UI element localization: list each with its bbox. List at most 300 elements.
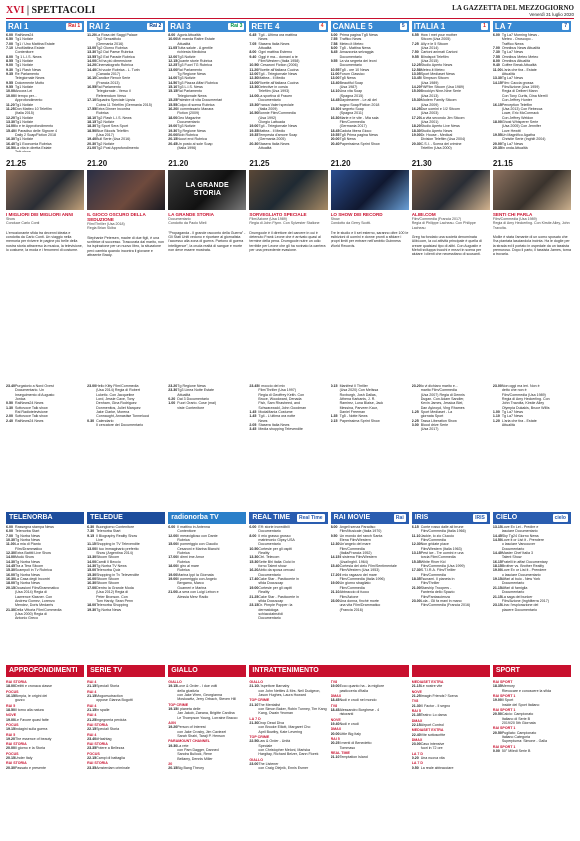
listing-time: 8.00 [492, 59, 500, 64]
channel-name: RAI 1 [8, 22, 29, 31]
listing-title: (Usa 2017) [96, 132, 114, 137]
listing-title: Hello Kitty Film/Commedia [96, 384, 139, 388]
channel-logo-icon: Real Time [299, 515, 323, 521]
channel-name: CANALE 5 [332, 22, 373, 31]
listing-title: Tg3 L.I.S. News [177, 85, 203, 90]
listing-title: Chi ha più dimensione [96, 59, 132, 64]
listing-time: 17.30 [411, 568, 421, 573]
listing-title: Alessandro Borghese - 4 [339, 707, 380, 712]
listing-title: Meteo.it Meteo [339, 41, 364, 46]
listing-time: 18.45 [330, 698, 340, 703]
listing-item [87, 608, 165, 612]
listing-title: Mattea - Il Medio [258, 76, 286, 81]
listing-time: 11.20 [6, 102, 15, 107]
listing-time: 18.35 [492, 684, 502, 689]
listing-item [6, 746, 84, 750]
section-channel: TOP CRIME [249, 698, 270, 703]
listing-time: 19.00 [411, 132, 421, 137]
listing-title: Fifi/Film Sitcom (Usa 1989) [420, 85, 465, 90]
listing-title: Tg3 Piazza Affari Rubrica [177, 80, 218, 85]
channel-column [412, 21, 490, 152]
listing-title: Studio Aperto News [420, 128, 453, 133]
listing-title: Lowe, Eric McCormack [501, 111, 539, 116]
listing-title: Il pomeriggio con Angelo [177, 577, 217, 582]
listing-time: 1.35 [330, 414, 338, 419]
listing-time: 16.25 [411, 106, 421, 111]
listing-time: 12.30 [249, 76, 259, 81]
listing-time: 10.50 [249, 546, 259, 551]
listing-title: Tg5 - Notte News [339, 414, 368, 419]
listing-title: Il mio ragazzo del mare [339, 572, 377, 577]
listing-title: In onda Attualità [501, 145, 528, 150]
listing-item [249, 766, 327, 770]
local-channel-column [249, 512, 327, 662]
listing-title: Colpo di scena Rubrica [177, 102, 215, 107]
section-channel: PARAMOUNT CHANNEL [168, 739, 210, 744]
listing-time: 9.55 [411, 54, 419, 59]
program-credits: Condotto da Gerry Scotti. [330, 221, 372, 226]
listing-time: 21.10 [249, 684, 259, 689]
listing-time: 19.00 [249, 585, 259, 590]
listing-item [493, 703, 571, 707]
listing-item [87, 718, 165, 722]
section-channel: FOCUS [6, 722, 19, 727]
listing-item [168, 716, 246, 720]
listing-title: Io vi dichiaro marito e... [420, 384, 458, 388]
listing-title: (Usa 1989) [420, 80, 439, 85]
listing-title: Dr. Pimple Popper: la [258, 603, 293, 608]
daytime-grid [6, 21, 574, 152]
listing-title: Love & Order - I due volti [177, 684, 218, 689]
listing-title: Regia di Delbert Mann [501, 89, 538, 94]
listing-time: 21.25 [87, 717, 97, 722]
listing-item [249, 730, 327, 734]
listing-time: 23.00 [330, 598, 340, 603]
program-genre: Film/Commedia (Usa 1989) [492, 217, 537, 221]
listing-title: Speciale [258, 743, 273, 748]
channel-header [249, 21, 327, 32]
channel-header [331, 21, 409, 32]
listing-time: 6.00 [6, 525, 13, 529]
listing-item [412, 756, 490, 760]
listing-item [87, 423, 165, 427]
listing-time: 18.15 [87, 119, 97, 124]
listing-title: Ghost Whisperer Serie [501, 119, 539, 124]
listing-time: 19.35 [249, 128, 259, 133]
listing-title: Potere a Bellezza [96, 746, 125, 751]
listing-time: 19.30 [168, 128, 178, 133]
listing-item [6, 150, 84, 152]
listing-title: Love Ex Lei - Predire e [501, 525, 539, 529]
evening-column [412, 156, 490, 381]
listing-time: 13.00 [168, 67, 178, 72]
listing-time: 9.55 [330, 59, 338, 64]
evening-column [6, 156, 84, 381]
listing-title: Jackie, lo zio Ciuccio [420, 533, 455, 538]
listing-title: lasciare Documentario [501, 529, 538, 534]
listing-title: Documentario [258, 572, 281, 577]
listing-title: Rai Parlamento [177, 89, 203, 94]
listing-title: Film/Commedia [420, 538, 446, 543]
listing-time: 20.25 [330, 741, 340, 746]
listing-time: 19.55 [492, 132, 502, 137]
listing-time: 0.50 [411, 765, 419, 770]
photo-caption: LA GRANDE STORIA [185, 182, 229, 197]
listing-title: Re Parlamento [15, 72, 39, 77]
listing-time: 21.15 [87, 684, 97, 689]
listing-title: Fratelli in affari Documentary [501, 559, 548, 564]
listing-time: 6.15 [411, 525, 419, 529]
listing-title: Pugilato: Campionato [501, 730, 537, 735]
listing-title: Roxburgh, Josh Dallas, [339, 392, 377, 397]
listing-title: Una donna, finché morte [339, 598, 379, 603]
channel-logo-icon: cielo [554, 515, 566, 521]
listing-title: Stasera Italia News [258, 41, 290, 46]
listing-title: In spalle [96, 707, 110, 712]
evening-highlight [249, 159, 327, 252]
listing-item [493, 689, 571, 693]
listing-title: Chi vuole Rubrica - L. Turin [96, 67, 140, 72]
listing-title: I menti di Benedetto [339, 741, 372, 746]
listing-time: 9.00 [6, 63, 13, 68]
listing-item [168, 406, 246, 410]
listing-time: 7.00 [6, 533, 13, 538]
listing-time: 13.40 [330, 80, 340, 85]
listing-title: Fuori Orario. Cose (mai) [177, 401, 217, 406]
listing-title: sogno Soap/Fiction 2018 [339, 102, 380, 107]
listing-title: Sport Mediaset News [420, 72, 455, 77]
listing-time: 16.50 [249, 111, 259, 116]
listing-title: Quante storie Rubrica [177, 59, 213, 64]
themed-section-listings [331, 677, 409, 760]
listing-title: (Usa 2000) Regia di [15, 611, 47, 616]
listing-title: Tg2 Eat Parade Rubrica [96, 54, 135, 59]
section-channel: TOP CRIME [168, 702, 189, 707]
listing-time: 13.15 [411, 551, 421, 556]
listing-title: Tg Norba News [15, 538, 40, 543]
listing-item [331, 722, 409, 726]
listing-title: Tg1 Notizie [15, 119, 34, 124]
listing-time: 20.15 [6, 756, 15, 761]
listing-title: Caduta libera Gioco [339, 128, 372, 133]
listing-time: 16.55 [87, 85, 97, 90]
listing-title: Tg1 Notizie [15, 102, 34, 107]
listing-title: della giustizia [177, 688, 199, 693]
listing-time: 13.30 [249, 555, 259, 560]
listing-title: (Usa 2009) [420, 102, 439, 107]
evening-column [331, 156, 409, 381]
listing-title: (Usa 2013) Con Rebecca [501, 106, 543, 111]
listing-title: Un'angelo del mare [339, 542, 371, 547]
listing-title: Tg La7 News [501, 50, 524, 55]
section-channel: RAI 5 [330, 736, 340, 741]
section-channel: TV8 [330, 680, 338, 684]
listing-time: 19.20 [6, 736, 15, 741]
listing-title: Bull Serie (Usa 2016) [96, 137, 131, 142]
listing-item [412, 723, 490, 727]
listing-title: con Christopher Meloni, Mariska [258, 747, 310, 752]
listing-time: 15.40 [330, 564, 340, 569]
listing-time: 16.00 [87, 577, 97, 582]
listing-item [331, 608, 409, 612]
listing-title: Moskowitz, Jerry Orbach, Steven Hill [177, 697, 236, 702]
listing-time: 21.25 [411, 693, 421, 698]
listing-title: forno Talent show [258, 564, 287, 569]
listing-time: 14.50 [492, 538, 502, 543]
channel-logo-icon: 5 [401, 23, 405, 29]
themed-section-header: APPROFONDIMENTI [6, 665, 84, 677]
listing-title: La rete [177, 743, 189, 748]
local-channels-grid [6, 512, 574, 662]
listing-title: Documentario [501, 546, 525, 551]
program-title: ALIBI.COM [411, 212, 436, 217]
listing-time: 19.00 [492, 698, 502, 703]
themed-section-header: INTRATTENIMENTO [249, 665, 408, 677]
listing-title: dermatologa [258, 607, 279, 612]
listing-title: Film/Commedia (Francia 2016) [420, 603, 471, 608]
program-genre: Film/Thriller (Usa 2018) [87, 222, 125, 226]
listing-title: Hargitay, Richard Belzer, Dann Florek [258, 752, 319, 757]
listing-title: RaiNews24 [15, 33, 34, 37]
listing-time: 19.35 [249, 132, 259, 137]
listing-title: Blood drive Serie [420, 423, 449, 428]
listing-title: Ramirez, Luna Blaise, Jack [339, 401, 384, 406]
listing-title: sfida Docusoap [258, 581, 284, 586]
listing-title: sfida Docusoap [258, 598, 284, 603]
listing-title: Il meraviglioso con Dante [177, 533, 218, 538]
local-channel-listings [493, 524, 571, 612]
evening-time: 21.30 [411, 159, 432, 168]
listing-time: 6.00 [249, 525, 257, 529]
listing-time: 13.45 [411, 76, 421, 81]
listing-title: Nudi e crudi nel mondo [339, 698, 377, 703]
listing-title: Dan Aykroyd, Ving Rhames [420, 405, 465, 410]
listing-title: Ricette all'italiana Cucina [258, 67, 299, 72]
channel-header [87, 21, 165, 32]
listing-title: Mattea - Il Medio [258, 128, 286, 133]
listing-time: 19.55 [330, 132, 340, 137]
listing-title: Le Thompson Young, Lorraine Bracco [177, 715, 238, 720]
local-channel-header [168, 512, 246, 524]
section-channel: RAI 4 [87, 703, 97, 708]
local-channel-column [331, 512, 409, 662]
listing-title: (Italia/Francia 1952) [339, 551, 372, 556]
themed-section-column [331, 665, 409, 837]
listing-title: Telefilm (Usa 2000) [420, 145, 452, 150]
listing-title: Eff: storie incredibili [258, 525, 290, 529]
listing-title: La Rosa dei Saggi Palace [96, 33, 138, 37]
listing-time: 19.30 [168, 743, 178, 748]
listing-time: 22.15 [87, 727, 97, 732]
listing-title: Affari di famiglia [501, 585, 528, 590]
listing-item [331, 698, 409, 702]
listing-title: Film/Azione (Inghilterra 2017) [501, 598, 549, 603]
listing-title: Film/Western (Usa 1953) [339, 568, 380, 573]
listing-time: 20.30 [6, 765, 15, 770]
listing-title: Film/Azione (Usa 1959) [501, 85, 540, 90]
listing-title: News [258, 37, 268, 42]
listing-item [331, 732, 409, 736]
listing-time: 18.00 [492, 119, 502, 124]
listing-title [15, 150, 31, 152]
listing-time: 1.45 [249, 410, 257, 415]
listing-time: 15.55 [168, 102, 178, 107]
listing-title: con Jake Wren, Georgianna [177, 692, 222, 697]
listing-title: con Simon Baker, Robin Tunney, Tim Kang [258, 706, 327, 711]
listing-time: 6.50 [6, 37, 13, 42]
listing-time: 11.05 [168, 46, 178, 51]
program-description: Drumgoole è il direttore del carcere in cui è detenuto Frank Leone che è arrivato quasi al termine della pena. Drumgoole nutre un odio terribile per Leone che gli ha rovinato la carriera per una precedente evasione. [249, 230, 326, 252]
listing-time: 9.55 [6, 80, 13, 85]
listing-title: Reality [258, 590, 270, 595]
listing-title: ristoranti [339, 712, 354, 717]
listing-time: 13.30 [87, 555, 97, 560]
program-title: LO SHOW DEI RECORD [330, 212, 383, 217]
listing-time: 1.00 [492, 410, 500, 415]
listing-title: Il tempo per... [15, 93, 37, 98]
listing-title: Telegiornale - Verso il [96, 89, 131, 94]
channel-header [168, 21, 246, 32]
listing-title: Un mondo del ranch Santa [339, 533, 383, 538]
listing-time: 6.55 [411, 33, 419, 37]
listing-title: Daniel Freeman [339, 410, 366, 415]
listing-title: Rubrica [177, 551, 190, 556]
listing-time: 18.15 [492, 564, 502, 569]
listing-title: Tg2 Flash L.I.S. News [96, 115, 132, 120]
program-title: IL GIOCO OSCURO DELLA SEDUZIONE [87, 212, 146, 222]
listing-title: Rubrica [96, 111, 109, 116]
listing-time: 20.15 [6, 585, 15, 590]
listing-title: Tg1 Notizie [15, 85, 34, 90]
listing-title: Il mattino in Antenna [177, 525, 210, 529]
listing-time: 21.30 [6, 607, 15, 612]
listing-title: Jake Clarke, Morena [96, 410, 130, 415]
listing-title: Conte rosso dalle ali brune [420, 525, 464, 529]
listing-item [87, 746, 165, 750]
listing-title: Contenitore [15, 50, 34, 55]
program-title: LA GRANDE STORIA [168, 212, 214, 217]
section-label: XVI | SPETTACOLI [6, 5, 96, 16]
listing-title: Olympia Dukakis, Bruce Willis [501, 405, 550, 410]
local-channel-column [87, 512, 165, 662]
listing-title: Telenorba Start [15, 529, 40, 534]
listing-title: Tg La7 News [501, 414, 524, 419]
listing-title: (Germania 2017) [339, 124, 367, 129]
program-description: "Propaganda - Il grande racconto della Guerra" - Gli Stati Uniti vedono e riportare al giornalista l'accesso alla zona di guerra. Partono di guerra intelligence", la cruda realtà di sangue e morte non deve essere mostrata. [168, 230, 246, 252]
listing-item [6, 419, 84, 423]
section-channel: AXN [168, 721, 176, 725]
listing-title: gozzo [15, 698, 25, 703]
evening-time: 21.20 [168, 159, 189, 168]
listing-time: 18.50 [87, 128, 97, 133]
listing-title: Superpiuma: Simone - Galla [501, 739, 547, 744]
local-channel-name: TELEDUE [90, 514, 123, 521]
listing-title: (Italia 1996) [177, 145, 197, 150]
listing-title: matrimonio Gipsy USA [258, 538, 295, 543]
listing-time: 3.00 [411, 423, 419, 428]
listing-item [6, 616, 84, 620]
program-credits: Regia Brian Skiba [87, 226, 116, 231]
listing-title: Tg1 Notizie [15, 59, 34, 64]
listing-time: 7.25 [411, 41, 419, 46]
listing-title: Sandra Bullock, Rene [177, 752, 213, 757]
listing-item [412, 766, 490, 770]
listing-title: Sarah Shahi, Taraji P. Henson [177, 733, 225, 738]
evening-time: 21.20 [87, 159, 108, 168]
listing-time: 23.40 [6, 384, 15, 388]
listing-title: Beautiful Soap [339, 80, 363, 85]
channel-listings [493, 32, 571, 150]
local-channel-name: REAL TIME [252, 514, 291, 521]
listing-time: 17.20 [411, 115, 421, 120]
listing-time: 9.15 [87, 533, 95, 538]
listing-title: Extra Battiti Live Show [15, 551, 51, 556]
listing-title: oppose Gianna Bogotti [96, 698, 133, 703]
listing-item [168, 766, 246, 770]
listing-time: 16.15 [6, 693, 15, 698]
listing-item [87, 756, 165, 760]
listing-title: Sitcom Sitcom [96, 555, 120, 560]
listing-title: Un Magnifico Agatha [501, 132, 536, 137]
listing-time: 14.10 [330, 89, 340, 94]
listing-time: 19.00 [168, 577, 178, 582]
themed-section-header: GIALLO [168, 665, 246, 677]
listing-title: Palestre di vita Documentari [177, 98, 223, 103]
listing-title: Jan Jakob, Zaeana, Brigitte Cardina [177, 711, 235, 716]
listing-title: (Usa 2003) [420, 111, 439, 116]
local-channel-listings [87, 524, 165, 612]
listing-title: Mogoesutraction [96, 693, 123, 698]
listing-title: Tg3 Notizie [177, 76, 196, 81]
listing-time: 6.45 [249, 33, 257, 37]
program-description: Greg ha fondato una società denominata Alibi.com, la cui attività principale è quella di creare qualsiasi tipo di alibi. Con Augustin e Mehdi sviluppa trucchi e mezzi in scena per aiutare i clienti che necessitano di scusanti. [411, 234, 482, 257]
listing-title: con Pam Dagger, Danned [177, 747, 219, 752]
listing-title: Traffico News [339, 37, 362, 42]
listing-item [6, 766, 84, 770]
listing-title: La via segreta dei leoni [339, 59, 377, 64]
listing-time: 8.00 [6, 54, 13, 59]
listing-time: 7.30 [492, 50, 500, 55]
listing-item [6, 684, 84, 688]
listing-item [249, 752, 327, 756]
evening-time: 21.15 [492, 159, 513, 168]
listing-title: Italiano di Serie B [501, 716, 531, 721]
themed-section-listings [87, 677, 165, 770]
channel-name: ITALIA 1 [413, 22, 446, 31]
listing-item [331, 689, 409, 693]
local-channel-name: radionorba TV [171, 514, 219, 521]
listing-time: 8.00 [249, 533, 257, 538]
listing-item [87, 727, 165, 731]
listing-time: 19.00 [6, 717, 15, 722]
listing-title: I Cesaroni Fiction (2006) [258, 63, 298, 68]
listing-time: 10.00 [6, 89, 15, 94]
listing-title: Messina, Parveen Kaur, [339, 405, 378, 410]
listing-title: Tg4 - Telegiornale News [258, 72, 298, 77]
listing-time: 23.20 [411, 384, 421, 388]
evening-highlight [168, 159, 246, 252]
listing-time: 20.15 [168, 137, 178, 142]
listing-time: 14.40 [87, 67, 97, 72]
listing-title: Forum Classico [339, 72, 365, 77]
listing-title: Tg Norba TV News [96, 564, 127, 569]
listing-title: Delitti e cronaca classe [15, 684, 52, 689]
listing-time: 21.00 [87, 145, 97, 150]
listing-time: 8.55 [6, 59, 13, 64]
listing-title: viste Contenitore [177, 405, 205, 410]
listing-time: 22.15 [87, 756, 97, 761]
listing-time: 12.30 [330, 542, 340, 547]
